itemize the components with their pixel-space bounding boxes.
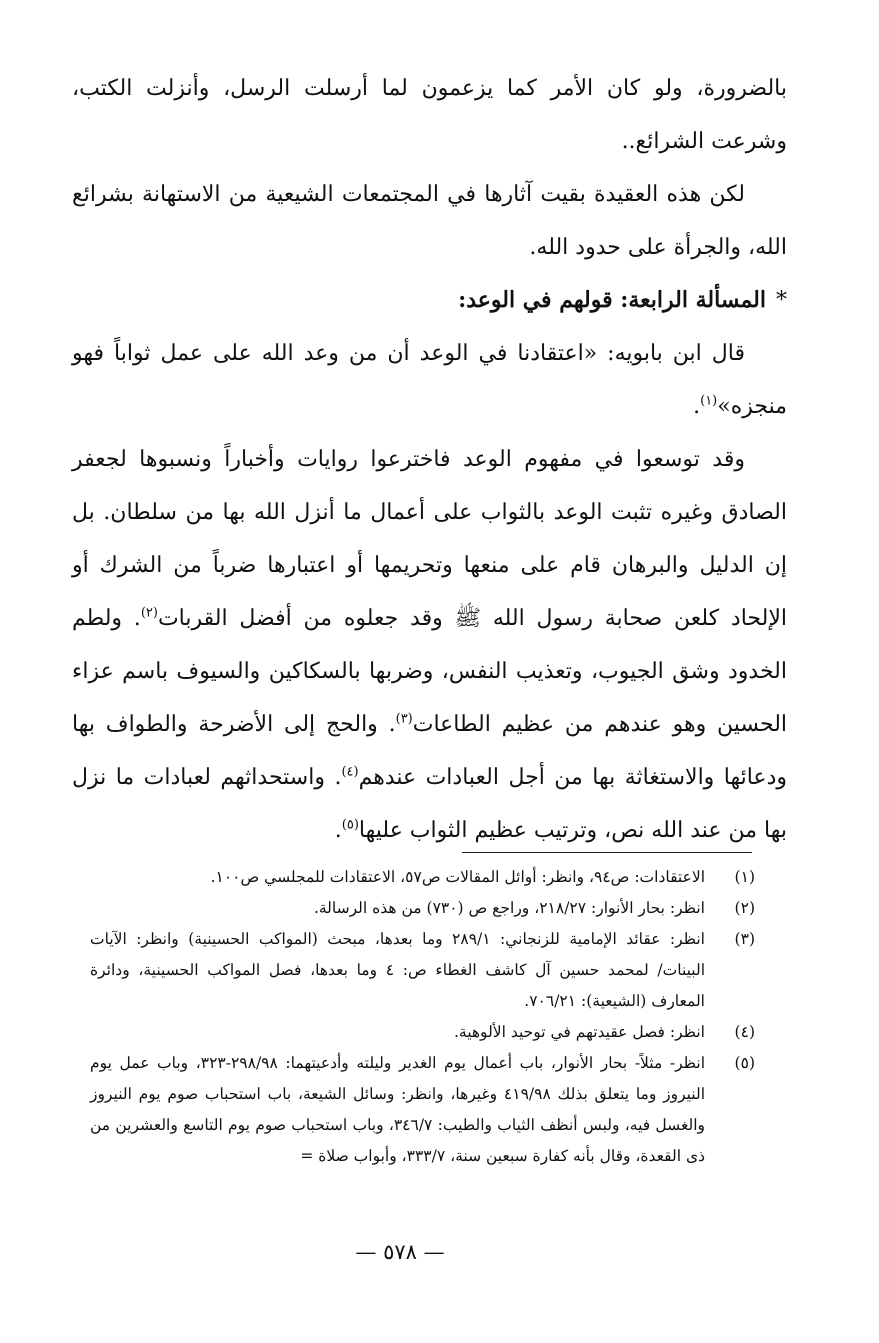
paragraph-3-end: . <box>693 394 701 419</box>
footnote-number: (٥) <box>734 1054 755 1072</box>
main-text <box>72 62 787 857</box>
paragraph-4 <box>72 433 787 857</box>
footnote-number: (٤) <box>734 1023 755 1041</box>
footnote-text: الاعتقادات: ص٩٤، وانظر: أوائل المقالات ص٥٧، الاعتقادات للمجلسي ص١٠٠. <box>210 868 705 886</box>
paragraph-4-part-a: وقد توسعوا في مفهوم الوعد فاخترعوا روايات وأخباراً ونسبوها لجعفر الصادق وغيره تثبت الوعد بالثواب على أعمال ما أنزل الله بها من سلطان. بل إن الدليل والبرهان قام على منعها وتحريمها أو اعتبارها ضرباً من الشرك أو الإلحاد كلعن صحابة رسول الله ﷺ وقد جعلوه من أفضل القربات <box>72 447 787 631</box>
footnote-ref-4: (٤) <box>341 764 359 780</box>
paragraph-3 <box>72 327 787 433</box>
footnote-separator <box>462 852 752 853</box>
footnote-4 <box>90 1017 755 1048</box>
footnote-ref-3: (٣) <box>395 711 413 727</box>
paragraph-4-part-b: . ولطم الخدود وشق الجيوب، وتعذيب النفس، وضربها بالسكاكين والسيوف باسم عزاء الحسين وهو عندهم من عظيم الطاعات <box>72 606 788 737</box>
footnote-ref-2: (٢) <box>140 605 158 621</box>
footnote-1 <box>90 862 755 893</box>
paragraph-4-end: . <box>334 818 342 843</box>
footnote-3 <box>90 924 755 1017</box>
section-heading <box>72 274 787 327</box>
paragraph-1: بالضرورة، ولو كان الأمر كما يزعمون لما أرسلت الرسل، وأنزلت الكتب، وشرعت الشرائع.. <box>72 76 787 154</box>
paragraph-4-part-d: . واستحداثهم لعبادات ما نزل بها من عند الله نص، وترتيب عظيم الثواب عليها <box>72 765 787 843</box>
footnote-text: انظر: بحار الأنوار: ٢١٨/٢٧، وراجع ص (٧٣٠) من هذه الرسالة. <box>313 899 705 917</box>
footnote-2 <box>90 893 755 924</box>
footnote-text: انظر: فصل عقيدتهم في توحيد الألوهية. <box>453 1023 705 1041</box>
paragraph-4-part-c: . والحج إلى الأضرحة والطواف بها ودعائها والاستغاثة بها من أجل العبادات عندهم <box>72 712 787 790</box>
footnote-ref-5: (٥) <box>341 817 359 833</box>
star-marker: * <box>776 288 787 313</box>
paragraph-3-text: قال ابن بابويه: «اعتقادنا في الوعد أن من وعد الله على عمل ثواباً فهو منجزه» <box>72 341 787 419</box>
footnote-number: (١) <box>734 868 755 886</box>
footnote-5 <box>90 1048 755 1172</box>
footnote-ref-1: (١) <box>700 393 718 409</box>
footnote-number: (٢) <box>734 899 755 917</box>
page-number: — ٥٧٨ — <box>355 1240 445 1264</box>
footnotes <box>90 862 755 1172</box>
paragraph-2: لكن هذه العقيدة بقيت آثارها في المجتمعات الشيعية من الاستهانة بشرائع الله، والجرأة على حدود الله. <box>72 182 787 260</box>
footnote-text: انظر: عقائد الإمامية للزنجاني: ٢٨٩/١ وما بعدها، مبحث (المواكب الحسينية) وانظر: الآيات البينات/ لمحمد حسين آل كاشف الغطاء ص: ٤ وما بعدها، فصل المواكب الحسينية، ودائرة المعارف (الشيعية): ٧٠٦/٢١. <box>90 930 706 1010</box>
section-heading-text: المسألة الرابعة: قولهم في الوعد: <box>458 287 766 313</box>
footnote-number: (٣) <box>734 930 755 948</box>
footnote-text: انظر- مثلاً- بحار الأنوار، باب أعمال يوم الغدير وليلته وأدعيتهما: ٢٩٨/٩٨-٣٢٣، وباب عمل يوم النيروز وما يتعلق بذلك ٤١٩/٩٨ وغيرها، وانظر: وسائل الشيعة، باب استحباب صوم يوم النيروز والغسل فيه، ولبس أنظف الثياب والطيب: ٣٤٦/٧، وباب استحباب صوم يوم التاسع والعشرين من ذى القعدة، وقال بأنه كفارة سبعين سنة، ٣٣٣/٧، وأبواب صلاة = <box>90 1054 705 1165</box>
